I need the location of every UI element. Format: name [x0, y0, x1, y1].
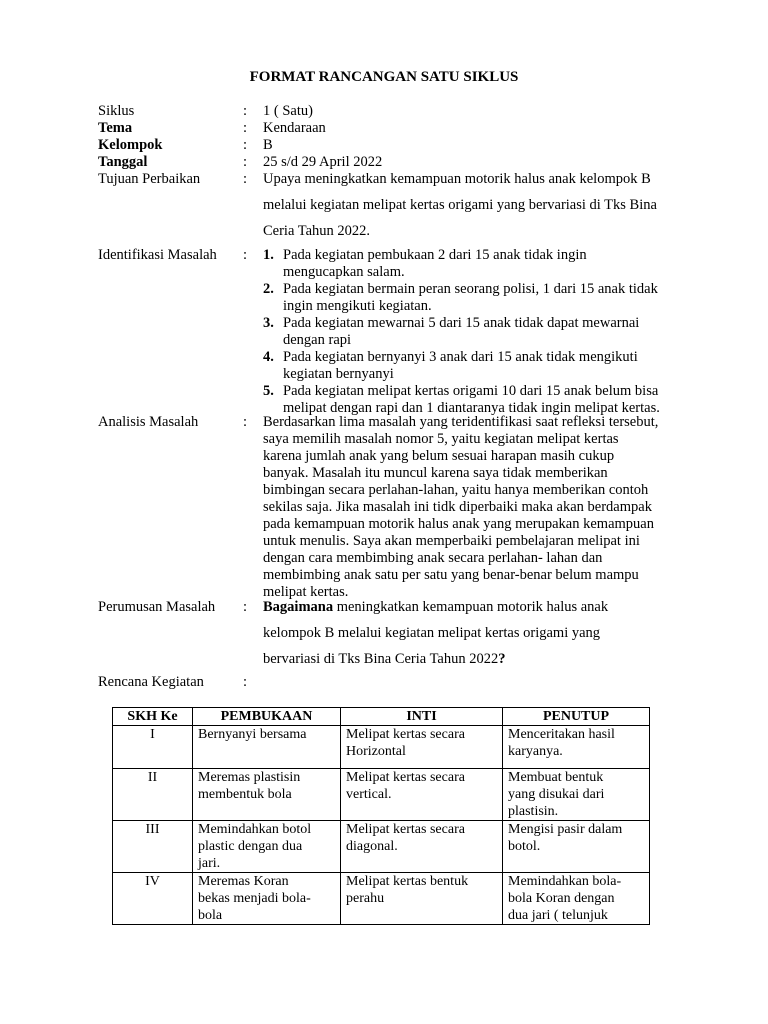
cell-inti: [341, 821, 503, 873]
list-item: [263, 349, 693, 383]
activity-plan-table: [112, 707, 650, 925]
list-number: 3.: [263, 315, 274, 331]
cell-line: bekas menjadi bola-: [198, 891, 311, 906]
field-colon: :: [243, 137, 248, 153]
list-item: [263, 247, 693, 281]
cell-skh: II: [113, 769, 193, 821]
text-line: kegiatan bernyanyi: [283, 366, 394, 382]
cell-pembukaan: [193, 821, 341, 873]
text-line: [263, 646, 693, 672]
field-label: Tanggal: [98, 154, 148, 170]
cell-line: membentuk bola: [198, 787, 292, 802]
cell-line: Mengisi pasir dalam: [508, 822, 623, 837]
column-header: PEMBUKAAN: [193, 708, 341, 726]
cell-line: botol.: [508, 839, 541, 854]
cell-line: Meremas Koran: [198, 874, 289, 889]
cell-line: Melipat kertas bentuk: [346, 874, 469, 889]
cell-line: bola Koran dengan: [508, 891, 615, 906]
text-line: untuk menulis. Saya akan memperbaiki pembelajaran melipat ini: [263, 533, 640, 549]
field-label: Perumusan Masalah: [98, 599, 216, 615]
text-line: saya memilih masalah nomor 5, yaitu kegiatan melipat kertas: [263, 431, 619, 447]
cell-line: Meremas plastisin: [198, 770, 301, 785]
field-colon: :: [243, 599, 248, 615]
field-value: Kendaraan: [263, 120, 326, 136]
field-value: 25 s/d 29 April 2022: [263, 154, 383, 170]
list-number: 5.: [263, 383, 274, 399]
field-colon: :: [243, 103, 248, 119]
field-colon: :: [243, 154, 248, 170]
text-line: Pada kegiatan bermain peran seorang polisi, 1 dari 15 anak tidak: [283, 281, 658, 297]
list-number: 4.: [263, 349, 274, 365]
text-line: Pada kegiatan mewarnai 5 dari 15 anak tidak dapat mewarnai: [283, 315, 640, 331]
cell-pembukaan: [193, 726, 341, 769]
text-line: mengucapkan salam.: [283, 264, 405, 280]
text-line: Pada kegiatan melipat kertas origami 10 dari 15 anak belum bisa: [283, 383, 659, 399]
cell-line: Bernyanyi bersama: [198, 727, 307, 742]
field-value: [263, 166, 693, 244]
field-value: [263, 414, 693, 601]
field-colon: :: [243, 171, 248, 187]
text-line: melalui kegiatan melipat kertas origami yang bervariasi di Tks Bina: [263, 197, 657, 213]
cell-penutup: [503, 726, 650, 769]
cell-line: perahu: [346, 891, 385, 906]
text-line: melipat dengan rapi dan 1 diantaranya tidak ingin melipat kertas.: [283, 400, 660, 416]
text-line: banyak. Masalah itu muncul karena saya tidak memberikan: [263, 465, 608, 481]
text-line: Berdasarkan lima masalah yang teridentifikasi saat refleksi tersebut,: [263, 414, 659, 430]
field-label: Tujuan Perbaikan: [98, 171, 201, 187]
text-line: Pada kegiatan bernyanyi 3 anak dari 15 anak tidak mengikuti: [283, 349, 638, 365]
cell-penutup: [503, 821, 650, 873]
text-line: membimbing anak satu per satu yang benar-benar belum mampu: [263, 567, 639, 583]
field-value: [263, 247, 693, 417]
problem-list: [263, 247, 693, 417]
cell-line: Memindahkan bola-: [508, 874, 622, 889]
text-line: [263, 594, 693, 620]
cell-line: Melipat kertas secara: [346, 822, 465, 837]
text-line: kelompok B melalui kegiatan melipat kertas origami yang: [263, 625, 601, 641]
document-title: FORMAT RANCANGAN SATU SIKLUS: [249, 69, 519, 85]
cell-skh: I: [113, 726, 193, 769]
cell-line: vertical.: [346, 787, 392, 802]
cell-line: Melipat kertas secara: [346, 727, 465, 742]
list-item: [263, 281, 693, 315]
table-header-row: [113, 708, 650, 726]
field-value: [263, 594, 693, 672]
cell-skh: III: [113, 821, 193, 873]
cell-line: dua jari ( telunjuk: [508, 908, 608, 923]
bold-word: Bagaimana: [263, 599, 334, 615]
cell-inti: [341, 873, 503, 925]
text-span: bervariasi di Tks Bina Ceria Tahun 2022: [263, 651, 499, 667]
field-colon: :: [243, 414, 248, 430]
text-line: dengan cara membimbing anak secara perlahan- lahan dan: [263, 550, 603, 566]
cell-line: yang disukai dari: [508, 787, 605, 802]
column-header: INTI: [341, 708, 503, 726]
field-label: Analisis Masalah: [98, 414, 199, 430]
text-line: Upaya meningkatkan kemampuan motorik halus anak kelompok B: [263, 171, 651, 187]
field-colon: :: [243, 247, 248, 263]
text-span: meningkatkan kemampuan motorik halus anak: [333, 599, 609, 615]
cell-inti: [341, 726, 503, 769]
field-label: Rencana Kegiatan: [98, 674, 204, 690]
column-header: SKH Ke: [113, 708, 193, 726]
cell-inti: [341, 769, 503, 821]
text-line: melipat kertas.: [263, 584, 349, 600]
list-number: 2.: [263, 281, 274, 297]
table-row: [113, 821, 650, 873]
cell-line: Membuat bentuk: [508, 770, 604, 785]
cell-penutup: [503, 873, 650, 925]
table-row: [113, 873, 650, 925]
cell-line: jari.: [198, 856, 221, 871]
cell-line: plastic dengan dua: [198, 839, 303, 854]
cell-line: Menceritakan hasil: [508, 727, 615, 742]
list-item: [263, 315, 693, 349]
text-line: pada kemampuan motorik halus anak yang merupakan kemampuan: [263, 516, 654, 532]
cell-penutup: [503, 769, 650, 821]
field-colon: :: [243, 674, 248, 690]
list-item: [263, 383, 693, 417]
cell-line: Memindahkan botol: [198, 822, 312, 837]
cell-pembukaan: [193, 769, 341, 821]
field-label: Identifikasi Masalah: [98, 247, 217, 263]
cell-skh: IV: [113, 873, 193, 925]
cell-line: karyanya.: [508, 744, 563, 759]
cell-pembukaan: [193, 873, 341, 925]
cell-line: plastisin.: [508, 804, 559, 819]
text-line: ingin mengikuti kegiatan.: [283, 298, 432, 314]
list-number: 1.: [263, 247, 274, 263]
field-colon: :: [243, 120, 248, 136]
field-label: Siklus: [98, 103, 135, 119]
field-label: Kelompok: [98, 137, 163, 153]
cell-line: Horizontal: [346, 744, 406, 759]
column-header: PENUTUP: [503, 708, 650, 726]
field-value: B: [263, 137, 273, 153]
cell-line: bola: [198, 908, 223, 923]
text-line: dengan rapi: [283, 332, 352, 348]
table-row: [113, 726, 650, 769]
text-line: Ceria Tahun 2022.: [263, 223, 371, 239]
cell-line: Melipat kertas secara: [346, 770, 465, 785]
text-line: bimbingan secara perlahan-lahan, yaitu hanya memberikan contoh: [263, 482, 649, 498]
field-label: Tema: [98, 120, 133, 136]
text-line: Pada kegiatan pembukaan 2 dari 15 anak tidak ingin: [283, 247, 587, 263]
cell-line: diagonal.: [346, 839, 398, 854]
text-line: karena jumlah anak yang belum sesuai harapan masih cukup: [263, 448, 615, 464]
text-line: sekilas saja. Jika masalah ini tidk diperbaiki maka akan berdampak: [263, 499, 652, 515]
question-mark: ?: [498, 651, 506, 667]
table-row: [113, 769, 650, 821]
field-value: 1 ( Satu): [263, 103, 313, 119]
